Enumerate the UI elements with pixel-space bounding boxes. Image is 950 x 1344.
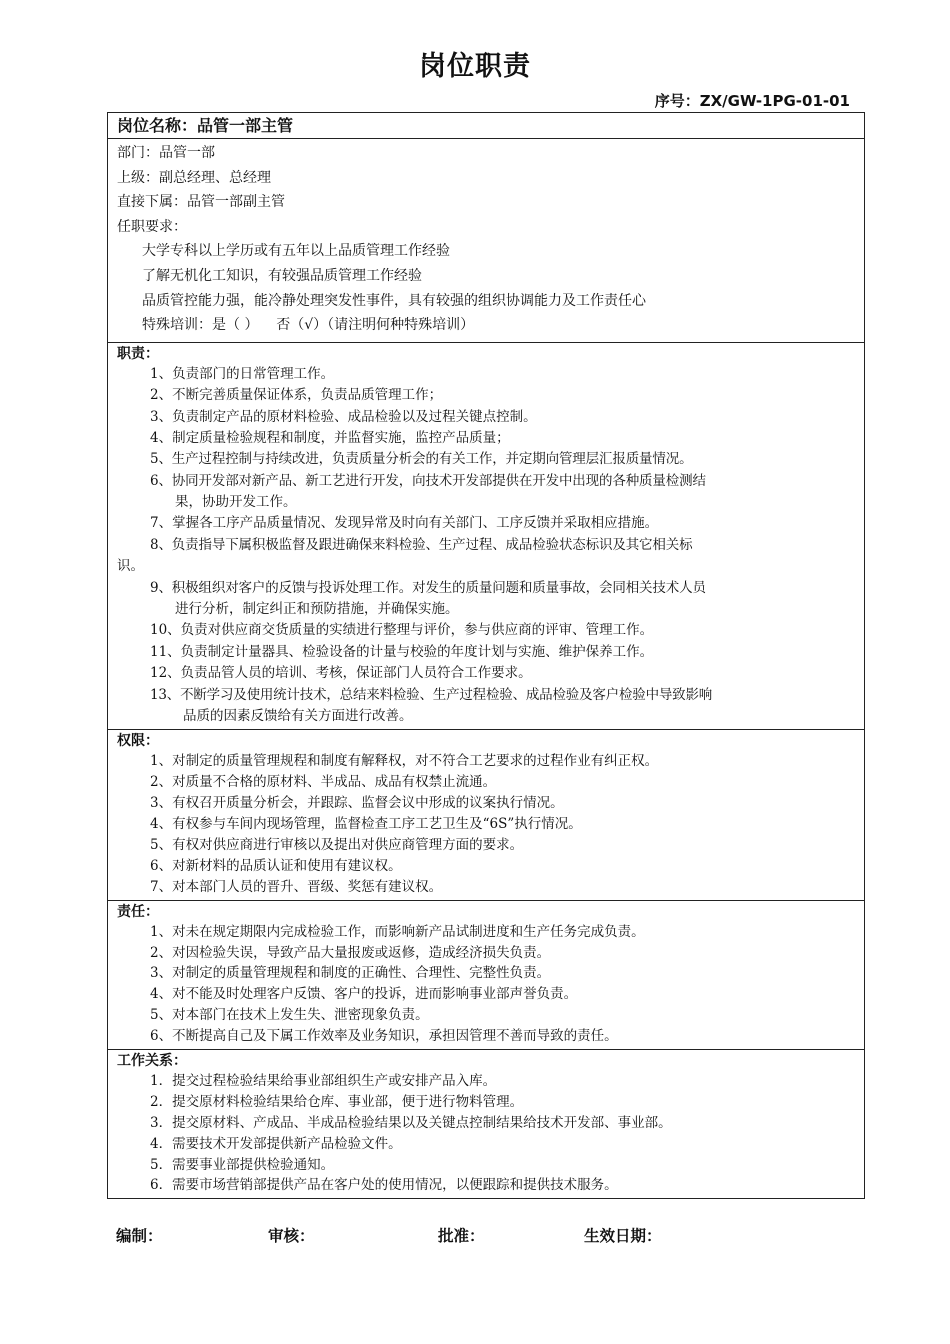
relation-item: 4．需要技术开发部提供新产品检验文件。	[150, 1135, 402, 1152]
authority-heading: 权限：	[117, 733, 159, 750]
duty-item: 7、掌握各工序产品质量情况、发现异常及时向有关部门、工序反馈并采取相应措施。	[150, 515, 659, 532]
relation-item: 2．提交原材料检验结果给仓库、事业部，便于进行物料管理。	[150, 1093, 524, 1110]
reviewed-by-label: 审核：	[268, 1227, 315, 1245]
relation-item: 3．提交原材料、产成品、半成品检验结果以及关键点控制结果给技术开发部、事业部。	[150, 1114, 672, 1131]
duty-item: 8、负责指导下属积极监督及跟进确保来料检验、生产过程、成品检验状态标识及其它相关标	[150, 536, 693, 553]
effective-date-label: 生效日期：	[584, 1227, 662, 1245]
relation-item: 1．提交过程检验结果给事业部组织生产或安排产品入库。	[150, 1072, 497, 1089]
duty-item: 1、负责部门的日常管理工作。	[150, 365, 335, 382]
authority-item: 5、有权对供应商进行审核以及提出对供应商管理方面的要求。	[150, 836, 524, 853]
duty-item: 11、负责制定计量器具、检验设备的计量与校验的年度计划与实施、维护保养工作。	[150, 643, 654, 660]
responsibility-item: 1、对未在规定期限内完成检验工作，而影响新产品试制进度和生产任务完成负责。	[150, 923, 645, 940]
duty-item: 12、负责品管人员的培训、考核，保证部门人员符合工作要求。	[150, 665, 532, 682]
prepared-by-label: 编制：	[116, 1227, 163, 1245]
requirement-item: 了解无机化工知识，有较强品质管理工作经验	[142, 267, 422, 284]
duty-item: 3、负责制定产品的原材料检验、成品检验以及过程关键点控制。	[150, 408, 537, 425]
authority-item: 1、对制定的质量管理规程和制度有解释权，对不符合工艺要求的过程作业有纠正权。	[150, 753, 659, 770]
duty-item: 9、积极组织对客户的反馈与投诉处理工作。对发生的质量问题和质量事故，会同相关技术人员	[150, 579, 706, 596]
duties-section	[108, 343, 864, 731]
post-name-row: 岗位名称：品管一部主管	[108, 113, 864, 139]
duty-item: 4、制定质量检验规程和制度，并监督实施，监控产品质量；	[150, 429, 510, 446]
responsibility-item: 6、不断提高自己及下属工作效率及业务知识，承担因管理不善而导致的责任。	[150, 1028, 618, 1045]
duty-item-continuation: 果，协助开发工作。	[175, 494, 297, 511]
document-title: 岗位职责	[419, 51, 531, 82]
work-relations-heading: 工作关系：	[117, 1052, 187, 1069]
job-description-table	[107, 112, 865, 1199]
serial-number: 序号：ZX/GW-1PG-01-01	[654, 92, 850, 110]
authority-item: 7、对本部门人员的晋升、晋级、奖惩有建议权。	[150, 878, 443, 895]
responsibility-item: 2、对因检验失误，导致产品大量报废或返修，造成经济损失负责。	[150, 944, 551, 961]
duties-heading: 职责：	[117, 345, 159, 362]
responsibility-item: 5、对本部门在技术上发生失、泄密现象负责。	[150, 1007, 429, 1024]
authority-section	[108, 730, 864, 900]
responsibility-item: 3、对制定的质量管理规程和制度的正确性、合理性、完整性负责。	[150, 965, 551, 982]
duty-item: 10、负责对供应商交货质量的实绩进行整理与评价，参与供应商的评审、管理工作。	[150, 622, 654, 639]
relation-item: 5．需要事业部提供检验通知。	[150, 1156, 335, 1173]
requirement-item: 品质管控能力强，能冷静处理突发性事件，具有较强的组织协调能力及工作责任心	[142, 292, 646, 309]
duty-item: 6、协同开发部对新产品、新工艺进行开发，向技术开发部提供在开发中出现的各种质量检测结	[150, 472, 706, 489]
authority-item: 3、有权召开质量分析会，并跟踪、监督会议中形成的议案执行情况。	[150, 795, 564, 812]
authority-item: 2、对质量不合格的原材料、半成品、成品有权禁止流通。	[150, 774, 497, 791]
post-info-section	[108, 139, 864, 343]
duty-item: 5、生产过程控制与持续改进，负责质量分析会的有关工作，并定期向管理层汇报质量情况。	[150, 451, 693, 468]
special-training-line: 特殊培训：是（ ） 否（√）（请注明何种特殊培训）	[142, 317, 475, 334]
authority-item: 6、对新材料的品质认证和使用有建议权。	[150, 857, 402, 874]
requirement-item: 大学专科以上学历或有五年以上品质管理工作经验	[142, 243, 450, 260]
superior-line: 上级：副总经理、总经理	[117, 169, 271, 186]
responsibility-item: 4、对不能及时处理客户反馈、客户的投诉，进而影响事业部声誉负责。	[150, 986, 578, 1003]
department-line: 部门：品管一部	[117, 145, 215, 161]
duty-item-continuation: 品质的因素反馈给有关方面进行改善。	[183, 708, 413, 724]
subordinate-line: 直接下属：品管一部副主管	[117, 194, 285, 211]
duty-item: 13、不断学习及使用统计技术，总结来料检验、生产过程检验、成品检验及客户检验中导致影响	[150, 686, 713, 703]
work-relations-section	[108, 1050, 864, 1198]
requirements-label: 任职要求：	[117, 218, 187, 235]
duty-item: 2、不断完善质量保证体系，负责品质管理工作；	[150, 387, 443, 404]
relation-item: 6．需要市场营销部提供产品在客户处的使用情况，以便跟踪和提供技术服务。	[150, 1177, 618, 1194]
approved-by-label: 批准：	[438, 1227, 485, 1245]
duty-item-continuation: 识。	[117, 558, 144, 575]
responsibility-section	[108, 901, 864, 1050]
authority-item: 4、有权参与车间内现场管理，监督检查工序工艺卫生及“6S”执行情况。	[150, 816, 582, 833]
duty-item-continuation: 进行分析，制定纠正和预防措施，并确保实施。	[175, 601, 459, 618]
responsibility-heading: 责任：	[117, 903, 159, 920]
